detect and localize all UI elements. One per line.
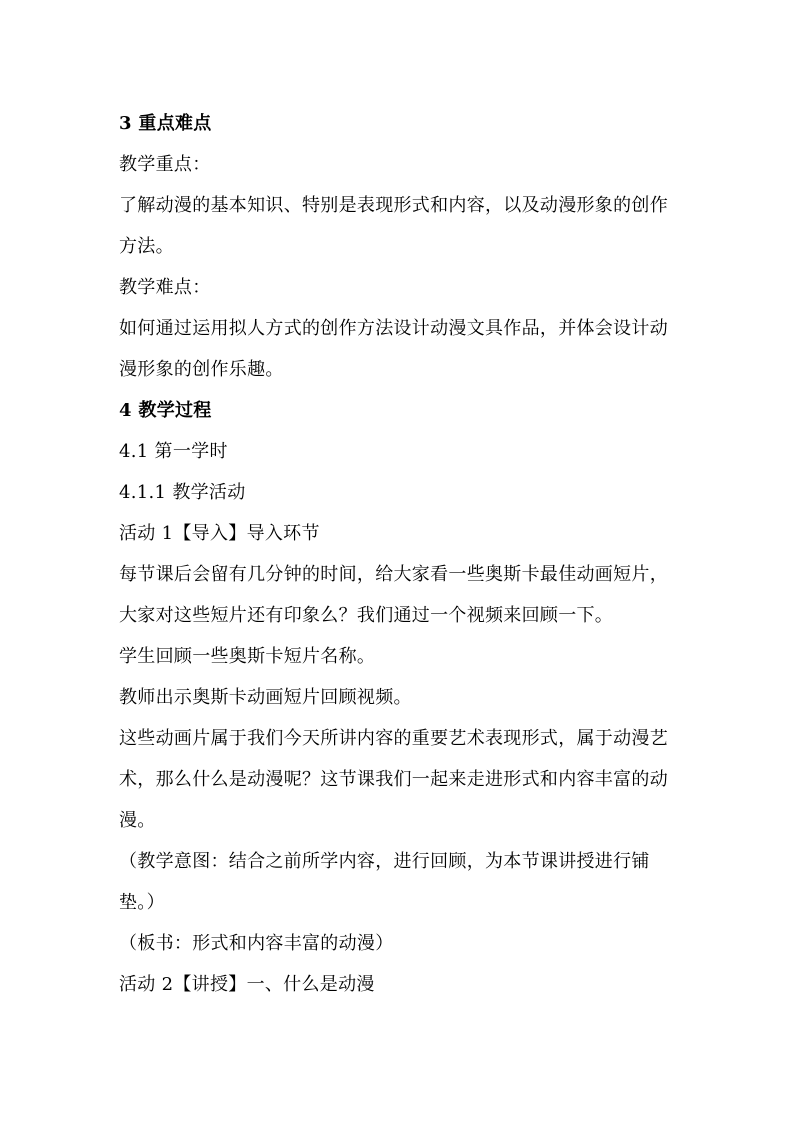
section-heading-teaching-process: 4 教学过程: [119, 400, 212, 421]
subsection-heading: 4.1.1 教学活动: [119, 482, 246, 503]
paragraph-line: 术，那么什么是动漫呢？这节课我们一起来走进形式和内容丰富的动: [119, 769, 668, 790]
paragraph-line: 漫形象的创作乐趣。: [119, 359, 284, 380]
section-heading-key-points: 3 重点难点: [119, 113, 212, 134]
paragraph-line: 漫。: [119, 810, 156, 831]
activity-heading: 活动 2【讲授】一、什么是动漫: [119, 974, 375, 995]
label-teaching-difficulty: 教学难点：: [119, 277, 211, 298]
paragraph-line: 学生回顾一些奥斯卡短片名称。: [119, 646, 376, 667]
document-page: [119, 103, 684, 1005]
paragraph-line: 大家对这些短片还有印象么？我们通过一个视频来回顾一下。: [119, 605, 614, 626]
paragraph-line: （教学意图：结合之前所学内容，进行回顾，为本节课讲授进行铺: [119, 851, 650, 872]
paragraph-line: 这些动画片属于我们今天所讲内容的重要艺术表现形式，属于动漫艺: [119, 728, 668, 749]
paragraph-line: 每节课后会留有几分钟的时间，给大家看一些奥斯卡最佳动画短片，: [119, 564, 668, 585]
paragraph-line: 如何通过运用拟人方式的创作方法设计动漫文具作品，并体会设计动: [119, 318, 668, 339]
paragraph-line: （板书：形式和内容丰富的动漫）: [119, 933, 394, 954]
paragraph-line: 教师出示奥斯卡动画短片回顾视频。: [119, 687, 412, 708]
paragraph-line: 垫。）: [119, 892, 165, 913]
paragraph-line: 了解动漫的基本知识、特别是表现形式和内容，以及动漫形象的创作: [119, 195, 668, 216]
label-teaching-focus: 教学重点：: [119, 154, 211, 175]
activity-heading: 活动 1【导入】导入环节: [119, 523, 320, 544]
subsection-heading: 4.1 第一学时: [119, 441, 228, 462]
paragraph-line: 方法。: [119, 236, 174, 257]
